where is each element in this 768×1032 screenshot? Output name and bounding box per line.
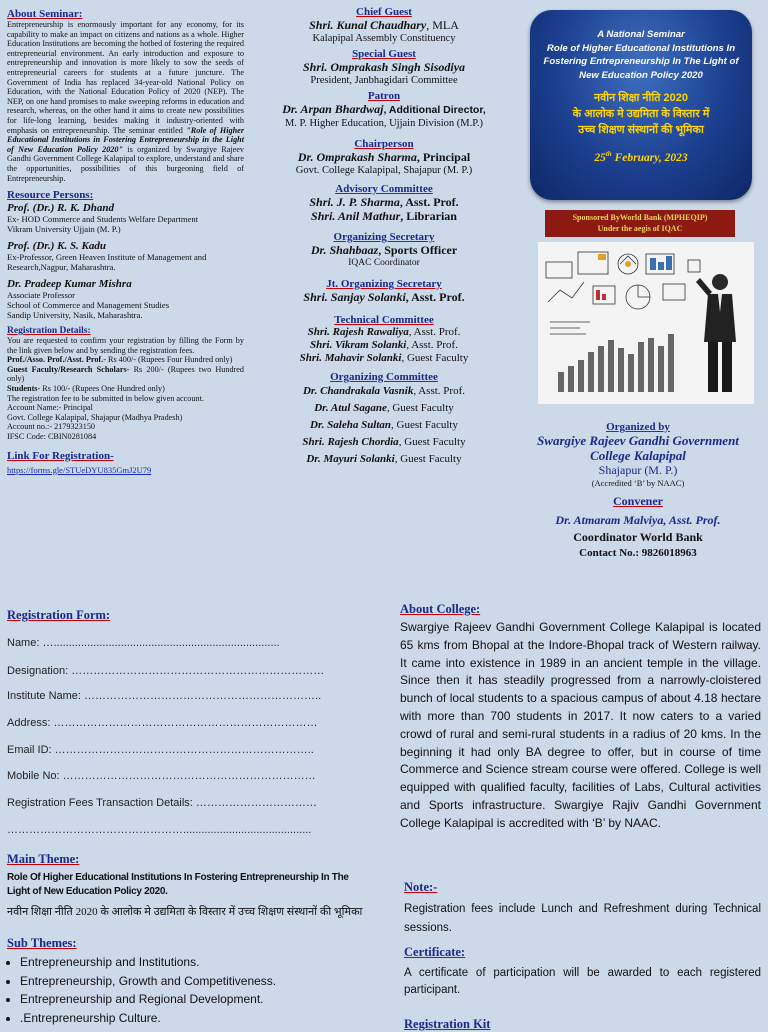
note-heading: Note:- xyxy=(404,880,438,894)
list-item: • Entrepreneurship and Institutions. xyxy=(20,953,276,972)
convener-name: Dr. Atmaram Malviya, Asst. Prof. xyxy=(555,513,721,527)
certificate-text: A certificate of participation will be awarded to each registered participant. xyxy=(404,967,761,996)
patron-heading: Patron xyxy=(367,90,401,102)
sub-themes-list xyxy=(7,953,276,1027)
committee-member: Dr. Saleha Sultan, Guest Faculty xyxy=(310,419,458,431)
contact-number: Contact No.: 9826018963 xyxy=(579,547,697,559)
organizing-committee-heading: Organizing Committee xyxy=(330,371,438,383)
seminar-banner: A National Seminar Role of Higher Educational Institutions In Fostering Entrepreneurship In The Light of New Education Policy 2020 नवीन शिक्षा नीति 2020 के आलोक मे उद्यमिता के विस्तार में उच्च शिक्षण संस्थानों की भूमिका 25th February, 2023 xyxy=(530,10,752,200)
resource-persons-heading: Resource Persons: xyxy=(7,189,94,202)
seminar-date: 25th February, 2023 xyxy=(594,150,688,164)
committee-member: Dr. Mayuri Solanki, Guest Faculty xyxy=(306,453,462,465)
about-seminar-heading: About Seminar: xyxy=(7,8,83,20)
committee-member: Shri. Anil Mathur, Librarian xyxy=(311,209,457,223)
form-field-designation[interactable]: Designation: …………………………………………………………… xyxy=(7,665,325,677)
committee-member: Shri. Mahavir Solanki, Guest Faculty xyxy=(299,352,469,364)
businessman-icon xyxy=(696,274,736,392)
committee-member: Dr. Chandrakala Vasnik, Asst. Prof. xyxy=(302,385,465,397)
resource-person: Dr. Pradeep Kumar Mishra Associate Professor School of Commerce and Management Studies Sandip University, Nasik, Maharashtra. xyxy=(7,278,170,321)
organizer-block: Organized by Swargiye Rajeev Gandhi Government College Kalapipal Shajapur (M. P.) (Accredited ‘B’ by NAAC) Convener Dr. Atmaram Malviya, Asst. Prof. Coordinator World Bank Contact No.: 9826018963 xyxy=(512,421,764,559)
committee-member: Shri. Rajesh Chordia, Guest Faculty xyxy=(302,436,466,448)
registration-link-heading: Link For Registration- xyxy=(7,449,114,462)
form-field-institute[interactable]: Institute Name: ……………………………………………………….. xyxy=(7,690,322,702)
form-field-email[interactable]: Email ID: …………………………………………………………….. xyxy=(7,744,314,756)
sub-themes-heading: Sub Themes: xyxy=(7,936,77,950)
committee-member: Shri. J. P. Sharma, Asst. Prof. xyxy=(309,195,459,209)
main-theme-heading: Main Theme: xyxy=(7,852,80,866)
jt-secretary-heading: Jt. Organizing Secretary xyxy=(326,278,442,290)
resource-person: Prof. (Dr.) K. S. Kadu Ex-Professor, Green Heaven Institute of Management and Research,Nagpur, Maharashtra. xyxy=(7,240,207,273)
committee-member: Shri. Vikram Solanki, Asst. Prof. xyxy=(310,339,458,351)
note-text: Registration fees include Lunch and Refreshment during Technical sessions. xyxy=(404,903,761,934)
registration-details-heading: Registration Details: xyxy=(7,326,91,337)
certificate-heading: Certificate: xyxy=(404,945,466,959)
form-field-mobile[interactable]: Mobile No: …………………………………………………………… xyxy=(7,770,316,782)
list-item: • Entrepreneurship and Regional Development. xyxy=(20,990,276,1009)
entrepreneurship-illustration xyxy=(538,242,754,404)
registration-kit-heading: Registration Kit xyxy=(404,1017,491,1031)
illustration-svg xyxy=(538,242,754,404)
form-field-transaction-cont[interactable]: ………………………………………….......................................... xyxy=(7,824,312,836)
list-item: • Entrepreneurship, Growth and Competitiveness. xyxy=(20,972,276,991)
registration-form-heading: Registration Form: xyxy=(7,608,111,622)
about-seminar-text: Entrepreneurship is enormously important for any economy, for its capability to make an impact on citizens and nations as a whole. Higher Education Institutions are becoming the hotbed of fostering the required entrepreneurial environment. An early introduction and exposure to entrepreneurship and innovation is more likely to sow the seeds of entrepreneurial careers for students at a future juncture. The Government of India has replaced 34-year-old National Policy on Education, with the National Education Policy of 2020 (NEP). The NEP, on one hand promises to make sweeping reforms in education and research, whereas, on the other hand it aims to create new possibilities for life-long learning, besides making it industry-oriented with emphasis on entrepreneurship. The seminar entitled "Role of Higher Educational Institutions in Fostering Entrepreneurship in the Light of New Education Policy 2020" is organized by Swargiye Rajeev Gandhi Government College Kalapipal to explore, understand and share the opportunities, possibilities of this burgeoning field of Entrepreneurship. xyxy=(7,20,245,183)
organizing-secretary-heading: Organizing Secretary xyxy=(333,231,435,243)
list-item: • .Entrepreneurship Culture. xyxy=(20,1009,276,1028)
committee-member: Shri. Rajesh Rawaliya, Asst. Prof. xyxy=(307,326,461,338)
registration-link[interactable]: https://forms.gle/STUeDYU835GmJ2U79 xyxy=(7,464,152,475)
special-guest-heading: Special Guest xyxy=(352,48,416,60)
registration-details-text: You are requested to confirm your registration by filling the Form by the link given below and by sending the registration fees. Prof./Asso. Prof./Asst. Prof.- Rs 400/- (Rupees Four Hundred only) Guest Faculty/Research Scholars- Rs 200/- (Rupees two Hundred only) Students- Rs 100/- (Rupees One Hundred only) The registration fee to be submitted in below given account. Account Name:- Principal Govt. College Kalapipal, Shajapur (Madhya Pradesh) Account no.:- 2179323150 IFSC Code: CBIN0281084 xyxy=(7,336,244,442)
technical-committee-heading: Technical Committee xyxy=(334,314,434,326)
advisory-heading: Advisory Committee xyxy=(335,183,433,195)
chief-guest-heading: Chief Guest xyxy=(356,6,412,18)
about-college-heading: About College: xyxy=(400,602,481,616)
left-panel xyxy=(7,8,244,475)
committee-member: Dr. Atul Sagane, Guest Faculty xyxy=(314,402,454,414)
form-field-transaction[interactable]: Registration Fees Transaction Details: …………………………… xyxy=(7,797,317,809)
form-field-address[interactable]: Address: ……………………………………………………………… xyxy=(7,717,318,729)
main-theme-hindi: नवीन शिक्षा नीति 2020 के आलोक मे उद्यमिता के विस्तार में उच्च शिक्षण संस्थानों की भूमिका xyxy=(7,906,363,918)
chairperson-heading: Chairperson xyxy=(354,138,414,150)
resource-person: Prof. (Dr.) R. K. Dhand Ex- HOD Commerce and Students Welfare Department Vikram University Ujjain (M. P.) xyxy=(7,202,199,235)
about-college-text: Swargiye Rajeev Gandhi Government College Kalapipal is located 65 kms from Bhopal at the Indore-Bhopal track of Western railway. It came into existence in 1989 in an ancient temple in the village. Since then it has steadily progressed from a narrowly-cloistered bunch of local students to a spacious campus of about 4.18 hectare with more than 700 students in 2017. It now caters to a varied crowd of rural and semi-rural students in a radius of 20 kms. In the beginning it had only BA degree to offer, but in course of time Commerce and Science stream course were offered. College is well equipped with qualified faculty, facilities of Labs, Cultural activities and Sports infrastructure. Swargiye Rajiv Gandhi Government College Kalapipal is accredited with ‘B’ by NAAC. xyxy=(400,620,761,830)
main-theme-text: Role Of Higher Educational Institutions In Fostering Entrepreneurship In The Light of New Education Policy 2020. xyxy=(7,872,349,897)
committee-panel: Chief Guest Shri. Kunal Chaudhary, MLA Kalapipal Assembly Constituency Special Guest Shri. Omprakash Singh Sisodiya President, Janbhagidari Committee Patron Dr. Arpan Bhardwaj, Additional Director, M. P. Higher Education, Ujjain Division (M.P.) Chairperson Dr. Omprakash Sharma, Principal Govt. College Kalapipal, Shajapur (M. P.) Advisory Committee Shri. J. P. Sharma, Asst. Prof. Shri. Anil Mathur, Librarian Organizing Secretary Dr. Shahbaaz, Sports Officer IQAC Coordinator Jt. Organizing Secretary Shri. Sanjay Solanki, Asst. Prof. Technical Committee Shri. Rajesh Rawaliya, Asst. Prof. Shri. Vikram Solanki, Asst. Prof. Shri. Mahavir Solanki, Guest Faculty Organizing Committee Dr. Chandrakala Vasnik, Asst. Prof. Dr. Atul Sagane, Guest Faculty Dr. Saleha Sultan, Guest Faculty Shri. Rajesh Chordia, Guest Faculty Dr. Mayuri Solanki, Guest Faculty xyxy=(262,6,506,468)
sponsor-box: Sponsored ByWorld Bank (MPHEQIP) Under the aegis of IQAC xyxy=(545,210,735,237)
form-field-name[interactable]: Name: ….......................................................................... xyxy=(7,637,280,649)
